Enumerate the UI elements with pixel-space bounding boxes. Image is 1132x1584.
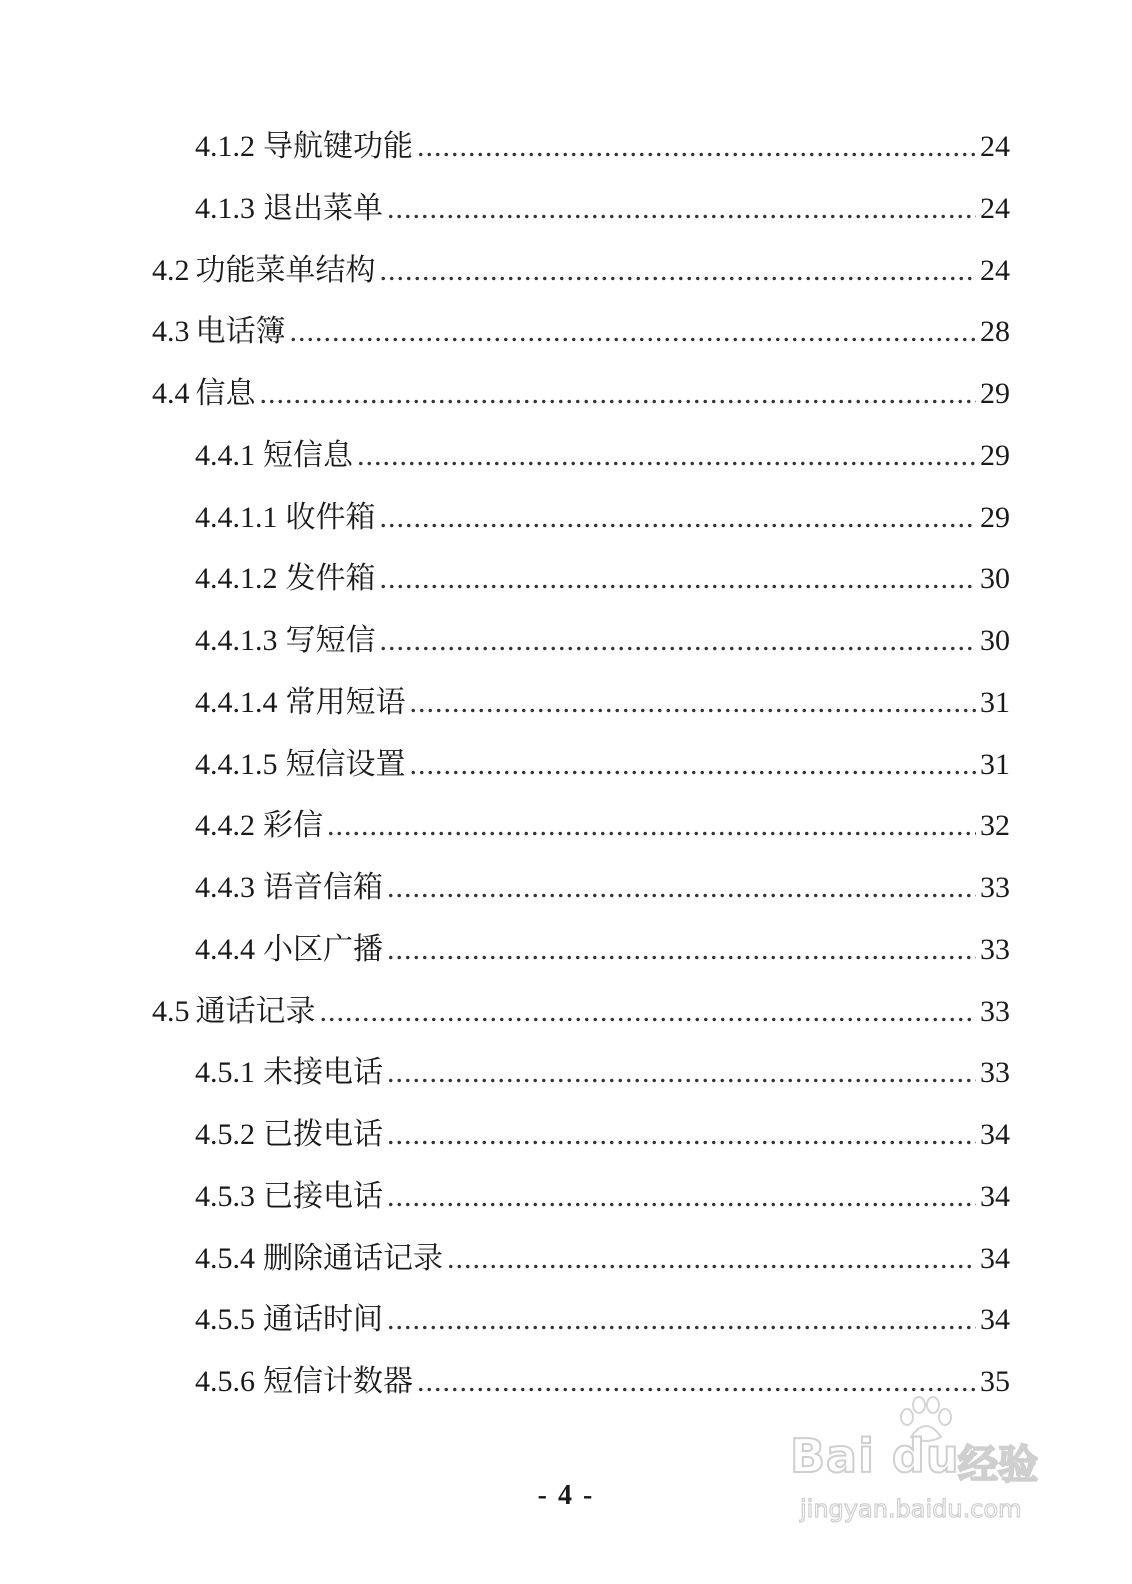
toc-entry <box>195 1172 1010 1222</box>
toc-dot-leader <box>410 678 977 728</box>
toc-entry <box>195 431 1010 481</box>
toc-entry-number: 4.2 <box>152 254 190 287</box>
toc-dot-leader <box>380 554 977 604</box>
toc-dot-leader <box>387 1172 976 1222</box>
toc-entry-title: 通话时间 <box>263 1303 383 1336</box>
toc-entry <box>152 307 1010 357</box>
toc-entry <box>195 616 1010 666</box>
toc-dot-leader <box>357 431 976 481</box>
toc-entry-title: 语音信箱 <box>263 871 383 904</box>
toc-dot-leader <box>327 801 976 851</box>
toc-entry-number: 4.1.3 <box>195 192 255 225</box>
toc-entry-page: 29 <box>980 501 1010 534</box>
toc-entry <box>195 184 1010 234</box>
toc-dot-leader <box>380 616 977 666</box>
toc-entry-title: 收件箱 <box>285 501 376 534</box>
toc-entry-page: 31 <box>980 686 1010 719</box>
toc-entry-page: 35 <box>980 1365 1010 1398</box>
toc-entry-number: 4.3 <box>152 315 190 348</box>
toc-entry <box>195 801 1010 851</box>
toc-entry-title: 已拨电话 <box>263 1118 383 1151</box>
toc-entry-page: 30 <box>980 624 1010 657</box>
toc-entry-page: 33 <box>980 1056 1010 1089</box>
toc-entry-page: 32 <box>980 809 1010 842</box>
toc-entry-page: 24 <box>980 130 1010 163</box>
toc-entry-number: 4.4.1 <box>195 439 255 472</box>
toc-entry-page: 29 <box>980 377 1010 410</box>
toc-dot-leader <box>387 1048 976 1098</box>
toc-entry-number: 4.5.5 <box>195 1303 255 1336</box>
toc-entry <box>152 369 1010 419</box>
toc-dot-leader <box>380 493 977 543</box>
toc-entry-page: 33 <box>980 933 1010 966</box>
toc-dot-leader <box>387 863 976 913</box>
toc-entry-number: 4.5 <box>152 995 190 1028</box>
toc-dot-leader <box>387 1295 976 1345</box>
toc-entry <box>152 246 1010 296</box>
toc-entry <box>195 1234 1010 1284</box>
toc-entry-number: 4.4.1.4 <box>195 686 278 719</box>
toc-entry-title: 信息 <box>195 377 256 410</box>
toc-entry <box>195 925 1010 975</box>
toc-entry-page: 33 <box>980 995 1010 1028</box>
toc-dot-leader <box>417 122 976 172</box>
toc-entry-page: 24 <box>980 254 1010 287</box>
toc-entry <box>195 554 1010 604</box>
toc-entry-title: 小区广播 <box>263 933 383 966</box>
toc-entry-number: 4.5.1 <box>195 1056 255 1089</box>
toc-entry-title: 电话簿 <box>195 315 286 348</box>
toc-entry-page: 30 <box>980 562 1010 595</box>
toc-dot-leader <box>320 987 977 1037</box>
toc-dot-leader <box>387 184 976 234</box>
watermark-url: jingyan.baidu.com <box>800 1495 1022 1523</box>
toc-entry-title: 短信计数器 <box>263 1365 413 1398</box>
toc-entry-number: 4.4.1.3 <box>195 624 278 657</box>
toc-entry-page: 34 <box>980 1303 1010 1336</box>
toc-entry <box>195 678 1010 728</box>
toc-entry-title: 通话记录 <box>195 995 316 1028</box>
toc-entry-number: 4.4.1.5 <box>195 748 278 781</box>
toc-entry-title: 功能菜单结构 <box>195 254 376 287</box>
toc-entry-title: 导航键功能 <box>263 130 413 163</box>
toc-entry-page: 29 <box>980 439 1010 472</box>
page-number: - 4 - <box>537 1480 595 1511</box>
toc-entry-number: 4.5.4 <box>195 1242 255 1275</box>
toc-entry <box>195 1295 1010 1345</box>
toc-dot-leader <box>260 369 977 419</box>
toc-entry-page: 34 <box>980 1118 1010 1151</box>
toc-entry <box>195 122 1010 172</box>
toc-dot-leader <box>380 246 977 296</box>
toc-entry-number: 4.4.1.1 <box>195 501 278 534</box>
toc-dot-leader <box>387 925 976 975</box>
toc-entry-page: 33 <box>980 871 1010 904</box>
toc-dot-leader <box>410 740 977 790</box>
toc-entry <box>152 987 1010 1037</box>
toc-entry-title: 删除通话记录 <box>263 1242 443 1275</box>
toc-entry-page: 34 <box>980 1242 1010 1275</box>
toc-entry-number: 4.1.2 <box>195 130 255 163</box>
toc-entry-title: 未接电话 <box>263 1056 383 1089</box>
watermark-brand-cn: 经验 <box>958 1442 1038 1488</box>
toc-entry-title: 短信息 <box>263 439 353 472</box>
toc-entry-title: 写短信 <box>285 624 376 657</box>
toc-entry-number: 4.5.6 <box>195 1365 255 1398</box>
toc-entry-number: 4.4.3 <box>195 871 255 904</box>
toc-dot-leader <box>447 1234 976 1284</box>
toc-entry-title: 发件箱 <box>285 562 376 595</box>
toc-entry <box>195 1110 1010 1160</box>
toc-entry <box>195 493 1010 543</box>
toc-entry-number: 4.4.1.2 <box>195 562 278 595</box>
toc-entry-number: 4.5.2 <box>195 1118 255 1151</box>
toc-entry-title: 短信设置 <box>285 748 406 781</box>
toc-entry-number: 4.4.2 <box>195 809 255 842</box>
toc-dot-leader <box>387 1110 976 1160</box>
toc-entry-page: 31 <box>980 748 1010 781</box>
toc-entry-page: 24 <box>980 192 1010 225</box>
baidu-watermark <box>790 1395 1070 1535</box>
toc-entry-number: 4.4 <box>152 377 190 410</box>
toc-entry-page: 28 <box>980 315 1010 348</box>
toc-entry-number: 4.4.4 <box>195 933 255 966</box>
toc-entry-title: 彩信 <box>263 809 323 842</box>
toc-entry-title: 常用短语 <box>285 686 406 719</box>
toc-entry-title: 已接电话 <box>263 1180 383 1213</box>
toc-entry-page: 34 <box>980 1180 1010 1213</box>
toc-dot-leader <box>290 307 977 357</box>
watermark-brand: Bai du <box>790 1429 960 1483</box>
toc-entry <box>195 1048 1010 1098</box>
toc-entry <box>195 863 1010 913</box>
toc-entry-title: 退出菜单 <box>263 192 383 225</box>
toc-entry <box>195 740 1010 790</box>
toc-entry-number: 4.5.3 <box>195 1180 255 1213</box>
